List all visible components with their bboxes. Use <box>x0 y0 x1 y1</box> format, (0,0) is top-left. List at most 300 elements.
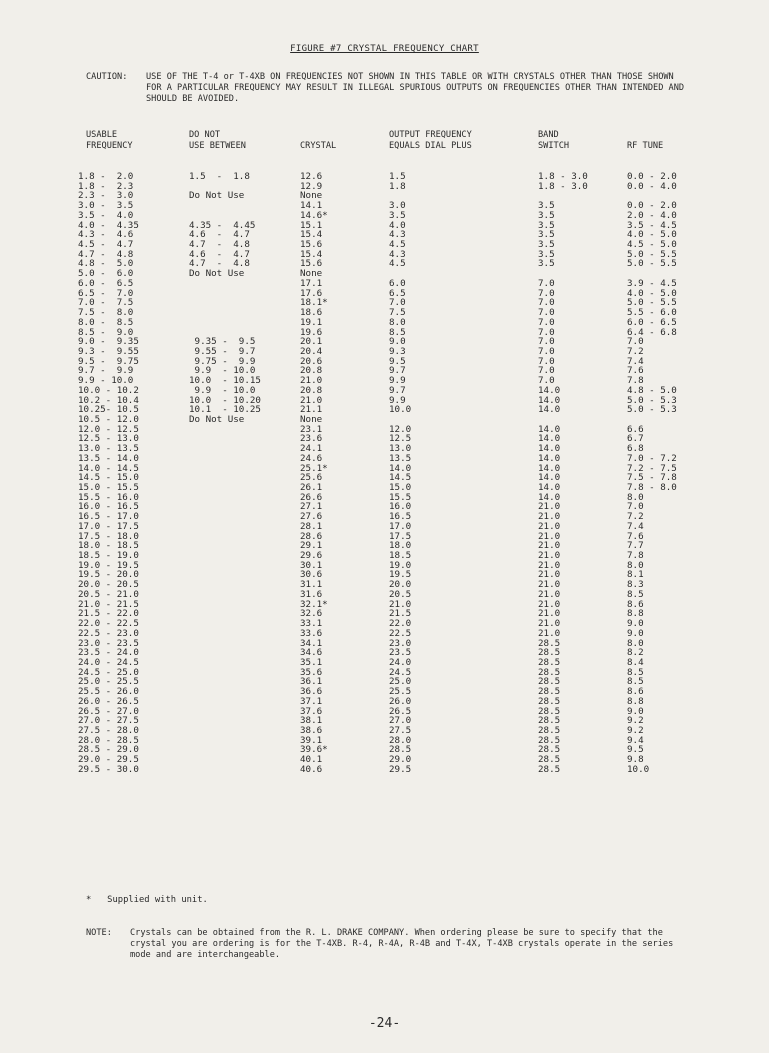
cell-rf-tune: 7.2 <box>627 511 644 523</box>
cell-output-frequency: 16.5 <box>389 511 412 523</box>
cell-usable-frequency: 7.5 - 8.0 <box>78 307 134 319</box>
cell-rf-tune: 9.2 <box>627 724 644 736</box>
cell-band-switch: 3.5 <box>538 229 555 241</box>
cell-crystal: 27.1 <box>300 501 323 513</box>
cell-crystal: 33.6 <box>300 627 323 639</box>
cell-usable-frequency: 4.7 - 4.8 <box>78 248 134 260</box>
cell-rf-tune: 7.2 <box>627 345 644 357</box>
cell-band-switch: 7.0 <box>538 316 555 328</box>
cell-rf-tune: 8.6 <box>627 686 644 698</box>
cell-usable-frequency: 18.5 - 19.0 <box>78 550 139 562</box>
cell-usable-frequency: 28.5 - 29.0 <box>78 744 139 756</box>
cell-rf-tune: 8.6 <box>627 598 644 610</box>
cell-band-switch: 28.5 <box>538 686 561 698</box>
cell-output-frequency: 22.5 <box>389 627 412 639</box>
cell-output-frequency: 8.0 <box>389 316 406 328</box>
cell-output-frequency: 27.5 <box>389 724 412 736</box>
cell-crystal: 29.6 <box>300 550 323 562</box>
cell-crystal: 31.6 <box>300 588 323 600</box>
cell-band-switch: 28.5 <box>538 637 561 649</box>
cell-rf-tune: 7.6 <box>627 365 644 377</box>
cell-band-switch: 3.5 <box>538 248 555 260</box>
cell-output-frequency: 26.0 <box>389 695 412 707</box>
cell-crystal: 15.4 <box>300 248 323 260</box>
cell-output-frequency: 18.0 <box>389 540 412 552</box>
cell-rf-tune: 7.0 - 7.2 <box>627 452 677 464</box>
cell-output-frequency: 14.0 <box>389 462 412 474</box>
cell-band-switch: 21.0 <box>538 627 561 639</box>
cell-rf-tune: 5.0 - 5.5 <box>627 297 677 309</box>
cell-crystal: 39.6* <box>300 744 328 756</box>
cell-band-switch: 7.0 <box>538 297 555 309</box>
cell-usable-frequency: 2.3 - 3.0 <box>78 190 134 202</box>
cell-usable-frequency: 14.5 - 15.0 <box>78 472 139 484</box>
cell-crystal: 28.6 <box>300 530 323 542</box>
cell-usable-frequency: 26.0 - 26.5 <box>78 695 139 707</box>
cell-crystal: 36.1 <box>300 676 323 688</box>
cell-output-frequency: 13.5 <box>389 452 412 464</box>
cell-band-switch: 28.5 <box>538 647 561 659</box>
cell-crystal: 24.6 <box>300 452 323 464</box>
cell-rf-tune: 8.1 <box>627 569 644 581</box>
cell-crystal: None <box>300 268 323 280</box>
cell-usable-frequency: 14.0 - 14.5 <box>78 462 139 474</box>
cell-rf-tune: 7.6 <box>627 530 644 542</box>
cell-rf-tune: 6.7 <box>627 433 644 445</box>
cell-band-switch: 14.0 <box>538 452 561 464</box>
cell-rf-tune: 9.4 <box>627 734 644 746</box>
cell-crystal: 25.1* <box>300 462 328 474</box>
cell-output-frequency: 10.0 <box>389 404 412 416</box>
cell-output-frequency: 22.0 <box>389 618 412 630</box>
cell-band-switch: 3.5 <box>538 200 555 212</box>
cell-crystal: 20.1 <box>300 336 323 348</box>
cell-band-switch: 1.8 - 3.0 <box>538 171 588 182</box>
cell-band-switch: 21.0 <box>538 559 561 571</box>
cell-output-frequency: 18.5 <box>389 550 412 562</box>
cell-rf-tune: 5.0 - 5.5 <box>627 258 677 270</box>
cell-band-switch: 28.5 <box>538 734 561 746</box>
header-crystal: CRYSTAL <box>300 141 337 151</box>
cell-band-switch: 21.0 <box>538 540 561 552</box>
cell-band-switch: 28.5 <box>538 754 561 766</box>
cell-usable-frequency: 29.5 - 30.0 <box>78 763 139 775</box>
cell-crystal: 20.6 <box>300 355 323 367</box>
cell-do-not-use: 10.1 - 10.25 <box>189 404 261 416</box>
cell-rf-tune: 7.8 <box>627 550 644 562</box>
cell-usable-frequency: 26.5 - 27.0 <box>78 705 139 717</box>
cell-usable-frequency: 22.0 - 22.5 <box>78 618 139 630</box>
cell-band-switch: 7.0 <box>538 287 555 299</box>
cell-usable-frequency: 21.0 - 21.5 <box>78 598 139 610</box>
cell-output-frequency: 12.0 <box>389 423 412 435</box>
cell-crystal: 14.6* <box>300 209 328 221</box>
cell-output-frequency: 21.0 <box>389 598 412 610</box>
cell-rf-tune: 9.8 <box>627 754 644 766</box>
cell-band-switch: 14.0 <box>538 433 561 445</box>
cell-rf-tune: 7.8 <box>627 375 644 387</box>
cell-usable-frequency: 21.5 - 22.0 <box>78 608 139 620</box>
cell-usable-frequency: 1.8 - 2.3 <box>78 180 134 192</box>
cell-crystal: 27.6 <box>300 511 323 523</box>
cell-do-not-use: 9.9 - 10.0 <box>189 365 256 377</box>
cell-crystal: 17.6 <box>300 287 323 299</box>
header-usable-frequency: USABLE FREQUENCY <box>86 130 133 151</box>
cell-band-switch: 7.0 <box>538 345 555 357</box>
cell-usable-frequency: 4.3 - 4.6 <box>78 229 134 241</box>
cell-band-switch: 21.0 <box>538 501 561 513</box>
cell-output-frequency: 15.0 <box>389 482 412 493</box>
cell-output-frequency: 25.0 <box>389 676 412 688</box>
cell-crystal: 32.6 <box>300 608 323 620</box>
cell-rf-tune: 4.5 - 5.0 <box>627 239 677 251</box>
cell-rf-tune: 7.4 <box>627 520 644 532</box>
cell-crystal: 21.1 <box>300 404 323 416</box>
cell-output-frequency: 17.0 <box>389 520 412 532</box>
cell-crystal: 38.6 <box>300 724 323 736</box>
cell-usable-frequency: 9.0 - 9.35 <box>78 336 139 348</box>
cell-usable-frequency: 3.5 - 4.0 <box>78 209 134 221</box>
cell-band-switch: 28.5 <box>538 666 561 678</box>
cell-crystal: 15.6 <box>300 258 323 270</box>
cell-usable-frequency: 6.0 - 6.5 <box>78 277 134 289</box>
cell-crystal: 26.6 <box>300 491 323 503</box>
cell-usable-frequency: 17.0 - 17.5 <box>78 520 139 532</box>
cell-crystal: 12.6 <box>300 171 323 182</box>
cell-output-frequency: 4.0 <box>389 219 406 231</box>
cell-usable-frequency: 18.0 - 18.5 <box>78 540 139 552</box>
cell-band-switch: 7.0 <box>538 365 555 377</box>
cell-output-frequency: 1.8 <box>389 180 406 192</box>
cell-output-frequency: 8.5 <box>389 326 406 338</box>
table-row <box>0 765 769 775</box>
cell-rf-tune: 4.8 - 5.0 <box>627 384 677 396</box>
cell-crystal: 40.1 <box>300 754 323 766</box>
cell-crystal: 25.6 <box>300 472 323 484</box>
cell-rf-tune: 8.3 <box>627 579 644 591</box>
note-text: Crystals can be obtained from the R. L. DRAKE COMPANY. When ordering please be sure to specify that the crystal you are ordering is for the T-4XB. R-4, R-4A, R-4B and T-4X, T-4XB crystals operate in the series mode and are interchangeable. <box>130 928 674 960</box>
cell-output-frequency: 12.5 <box>389 433 412 445</box>
cell-crystal: 40.6 <box>300 763 323 775</box>
cell-output-frequency: 15.5 <box>389 491 412 503</box>
cell-usable-frequency: 8.0 - 8.5 <box>78 316 134 328</box>
cell-band-switch: 1.8 - 3.0 <box>538 180 588 192</box>
cell-rf-tune: 9.0 <box>627 705 644 717</box>
cell-band-switch: 14.0 <box>538 472 561 484</box>
crystal-chart-table <box>0 172 769 775</box>
cell-band-switch: 7.0 <box>538 336 555 348</box>
cell-rf-tune: 2.0 - 4.0 <box>627 209 677 221</box>
cell-rf-tune: 7.8 - 8.0 <box>627 482 677 493</box>
cell-output-frequency: 27.0 <box>389 715 412 727</box>
cell-usable-frequency: 29.0 - 29.5 <box>78 754 139 766</box>
cell-usable-frequency: 7.0 - 7.5 <box>78 297 134 309</box>
cell-band-switch: 28.5 <box>538 676 561 688</box>
cell-usable-frequency: 27.5 - 28.0 <box>78 724 139 736</box>
cell-crystal: 35.6 <box>300 666 323 678</box>
cell-usable-frequency: 15.5 - 16.0 <box>78 491 139 503</box>
cell-crystal: 34.1 <box>300 637 323 649</box>
cell-usable-frequency: 16.0 - 16.5 <box>78 501 139 513</box>
cell-band-switch: 7.0 <box>538 307 555 319</box>
cell-rf-tune: 6.0 - 6.5 <box>627 316 677 328</box>
cell-output-frequency: 23.0 <box>389 637 412 649</box>
cell-output-frequency: 9.7 <box>389 365 406 377</box>
cell-do-not-use: 4.6 - 4.7 <box>189 229 250 241</box>
page-title: FIGURE #7 CRYSTAL FREQUENCY CHART <box>290 44 479 54</box>
cell-usable-frequency: 24.5 - 25.0 <box>78 666 139 678</box>
cell-band-switch: 3.5 <box>538 258 555 270</box>
note-label: NOTE: <box>86 928 112 938</box>
cell-do-not-use: 10.0 - 10.15 <box>189 375 261 387</box>
cell-rf-tune: 8.4 <box>627 656 644 668</box>
cell-band-switch: 21.0 <box>538 598 561 610</box>
cell-output-frequency: 6.5 <box>389 287 406 299</box>
cell-band-switch: 28.5 <box>538 724 561 736</box>
cell-crystal: 18.6 <box>300 307 323 319</box>
cell-band-switch: 28.5 <box>538 763 561 775</box>
cell-band-switch: 28.5 <box>538 705 561 717</box>
cell-rf-tune: 7.0 <box>627 336 644 348</box>
cell-usable-frequency: 10.2 - 10.4 <box>78 394 139 406</box>
cell-crystal: 21.0 <box>300 394 323 406</box>
page-number: -24- <box>368 1016 401 1031</box>
cell-output-frequency: 20.0 <box>389 579 412 591</box>
cell-band-switch: 21.0 <box>538 530 561 542</box>
cell-usable-frequency: 15.0 - 15.5 <box>78 482 139 493</box>
cell-crystal: 28.1 <box>300 520 323 532</box>
cell-output-frequency: 9.0 <box>389 336 406 348</box>
cell-crystal: 15.1 <box>300 219 323 231</box>
cell-output-frequency: 9.7 <box>389 384 406 396</box>
cell-usable-frequency: 4.0 - 4.35 <box>78 219 139 231</box>
cell-output-frequency: 7.5 <box>389 307 406 319</box>
cell-band-switch: 3.5 <box>538 239 555 251</box>
cell-crystal: 23.1 <box>300 423 323 435</box>
cell-rf-tune: 0.0 - 4.0 <box>627 180 677 192</box>
cell-rf-tune: 4.0 - 5.0 <box>627 229 677 241</box>
cell-rf-tune: 9.5 <box>627 744 644 756</box>
cell-rf-tune: 8.5 <box>627 588 644 600</box>
cell-do-not-use: Do Not Use <box>189 190 245 202</box>
cell-output-frequency: 23.5 <box>389 647 412 659</box>
cell-usable-frequency: 20.5 - 21.0 <box>78 588 139 600</box>
cell-output-frequency: 4.3 <box>389 229 406 241</box>
cell-band-switch: 3.5 <box>538 219 555 231</box>
cell-do-not-use: 9.55 - 9.7 <box>189 345 256 357</box>
cell-band-switch: 7.0 <box>538 326 555 338</box>
cell-rf-tune: 7.5 - 7.8 <box>627 472 677 484</box>
cell-do-not-use: 9.35 - 9.5 <box>189 336 256 348</box>
cell-usable-frequency: 25.0 - 25.5 <box>78 676 139 688</box>
cell-usable-frequency: 10.5 - 12.0 <box>78 413 139 425</box>
header-do-not-use-between: DO NOT USE BETWEEN <box>189 130 246 151</box>
cell-usable-frequency: 28.0 - 28.5 <box>78 734 139 746</box>
cell-usable-frequency: 17.5 - 18.0 <box>78 530 139 542</box>
cell-usable-frequency: 10.0 - 10.2 <box>78 384 139 396</box>
cell-band-switch: 21.0 <box>538 618 561 630</box>
cell-band-switch: 14.0 <box>538 394 561 406</box>
cell-rf-tune: 8.8 <box>627 608 644 620</box>
cell-do-not-use: 9.75 - 9.9 <box>189 355 256 367</box>
cell-output-frequency: 4.5 <box>389 258 406 270</box>
cell-rf-tune: 5.5 - 6.0 <box>627 307 677 319</box>
cell-rf-tune: 6.4 - 6.8 <box>627 326 677 338</box>
cell-output-frequency: 25.5 <box>389 686 412 698</box>
cell-crystal: 26.1 <box>300 482 323 493</box>
cell-usable-frequency: 23.0 - 23.5 <box>78 637 139 649</box>
cell-usable-frequency: 9.7 - 9.9 <box>78 365 134 377</box>
cell-output-frequency: 13.0 <box>389 443 412 455</box>
cell-crystal: 15.6 <box>300 239 323 251</box>
cell-band-switch: 21.0 <box>538 520 561 532</box>
cell-crystal: 33.1 <box>300 618 323 630</box>
cell-output-frequency: 1.5 <box>389 171 406 182</box>
cell-crystal: 23.6 <box>300 433 323 445</box>
cell-usable-frequency: 19.5 - 20.0 <box>78 569 139 581</box>
cell-band-switch: 14.0 <box>538 462 561 474</box>
cell-band-switch: 14.0 <box>538 404 561 416</box>
cell-band-switch: 28.5 <box>538 695 561 707</box>
caution-text: USE OF THE T-4 or T-4XB ON FREQUENCIES NOT SHOWN IN THIS TABLE OR WITH CRYSTALS OTHER THAN THOSE SHOWN FOR A PARTICULAR FREQUENCY MAY RESULT IN ILLEGAL SPURIOUS OUTPUTS ON FREQUENCIES OTHER THAN INTENDED AND SHOULD BE AVOIDED. <box>146 72 685 104</box>
cell-crystal: 39.1 <box>300 734 323 746</box>
cell-crystal: 37.6 <box>300 705 323 717</box>
cell-rf-tune: 8.0 <box>627 491 644 503</box>
cell-rf-tune: 3.9 - 4.5 <box>627 277 677 289</box>
cell-do-not-use: 1.5 - 1.8 <box>189 171 250 182</box>
cell-rf-tune: 0.0 - 2.0 <box>627 200 677 212</box>
cell-band-switch: 7.0 <box>538 355 555 367</box>
cell-rf-tune: 7.4 <box>627 355 644 367</box>
cell-output-frequency: 29.5 <box>389 763 412 775</box>
cell-do-not-use: 9.9 - 10.0 <box>189 384 256 396</box>
cell-band-switch: 7.0 <box>538 375 555 387</box>
cell-rf-tune: 9.2 <box>627 715 644 727</box>
cell-rf-tune: 8.8 <box>627 695 644 707</box>
cell-usable-frequency: 6.5 - 7.0 <box>78 287 134 299</box>
cell-crystal: 20.8 <box>300 384 323 396</box>
cell-usable-frequency: 9.5 - 9.75 <box>78 355 139 367</box>
cell-output-frequency: 9.3 <box>389 345 406 357</box>
cell-rf-tune: 7.7 <box>627 540 644 552</box>
cell-output-frequency: 17.5 <box>389 530 412 542</box>
cell-crystal: None <box>300 413 323 425</box>
cell-output-frequency: 14.5 <box>389 472 412 484</box>
cell-crystal: 20.4 <box>300 345 323 357</box>
cell-crystal: 35.1 <box>300 656 323 668</box>
cell-crystal: 21.0 <box>300 375 323 387</box>
cell-crystal: 32.1* <box>300 598 328 610</box>
cell-band-switch: 14.0 <box>538 423 561 435</box>
header-band-switch: BAND SWITCH <box>538 130 570 151</box>
cell-band-switch: 21.0 <box>538 608 561 620</box>
cell-output-frequency: 4.5 <box>389 239 406 251</box>
cell-output-frequency: 9.9 <box>389 375 406 387</box>
cell-usable-frequency: 4.5 - 4.7 <box>78 239 134 251</box>
cell-usable-frequency: 1.8 - 2.0 <box>78 171 134 182</box>
cell-crystal: 15.4 <box>300 229 323 241</box>
cell-do-not-use: Do Not Use <box>189 268 245 280</box>
cell-output-frequency: 24.0 <box>389 656 412 668</box>
cell-output-frequency: 24.5 <box>389 666 412 678</box>
cell-usable-frequency: 10.25- 10.5 <box>78 404 139 416</box>
cell-rf-tune: 10.0 <box>627 763 650 775</box>
cell-usable-frequency: 20.0 - 20.5 <box>78 579 139 591</box>
cell-crystal: 14.1 <box>300 200 323 212</box>
cell-rf-tune: 8.2 <box>627 647 644 659</box>
cell-usable-frequency: 12.0 - 12.5 <box>78 423 139 435</box>
cell-band-switch: 21.0 <box>538 588 561 600</box>
cell-band-switch: 28.5 <box>538 744 561 756</box>
cell-band-switch: 21.0 <box>538 550 561 562</box>
cell-do-not-use: Do Not Use <box>189 413 245 425</box>
cell-output-frequency: 6.0 <box>389 277 406 289</box>
cell-do-not-use: 4.35 - 4.45 <box>189 219 256 231</box>
cell-output-frequency: 3.0 <box>389 200 406 212</box>
caution-label: CAUTION: <box>86 72 128 82</box>
cell-output-frequency: 26.5 <box>389 705 412 717</box>
cell-band-switch: 28.5 <box>538 715 561 727</box>
cell-output-frequency: 9.5 <box>389 355 406 367</box>
cell-crystal: 12.9 <box>300 180 323 192</box>
cell-usable-frequency: 13.0 - 13.5 <box>78 443 139 455</box>
cell-rf-tune: 5.0 - 5.5 <box>627 248 677 260</box>
cell-band-switch: 14.0 <box>538 384 561 396</box>
cell-usable-frequency: 19.0 - 19.5 <box>78 559 139 571</box>
cell-usable-frequency: 16.5 - 17.0 <box>78 511 139 523</box>
cell-output-frequency: 28.5 <box>389 744 412 756</box>
cell-band-switch: 21.0 <box>538 569 561 581</box>
cell-output-frequency: 21.5 <box>389 608 412 620</box>
header-rf-tune: RF TUNE <box>627 141 664 151</box>
cell-band-switch: 7.0 <box>538 277 555 289</box>
cell-usable-frequency: 25.5 - 26.0 <box>78 686 139 698</box>
cell-crystal: 20.8 <box>300 365 323 377</box>
footnote: * Supplied with unit. <box>86 895 208 905</box>
cell-crystal: 19.6 <box>300 326 323 338</box>
cell-crystal: 37.1 <box>300 695 323 707</box>
cell-usable-frequency: 13.5 - 14.0 <box>78 452 139 464</box>
cell-crystal: 31.1 <box>300 579 323 591</box>
cell-output-frequency: 20.5 <box>389 588 412 600</box>
cell-do-not-use: 10.0 - 10.20 <box>189 394 261 406</box>
cell-crystal: 24.1 <box>300 443 323 455</box>
cell-usable-frequency: 9.3 - 9.55 <box>78 345 139 357</box>
cell-output-frequency: 28.0 <box>389 734 412 746</box>
cell-rf-tune: 8.5 <box>627 666 644 678</box>
cell-output-frequency: 19.0 <box>389 559 412 571</box>
cell-rf-tune: 5.0 - 5.3 <box>627 394 677 406</box>
cell-rf-tune: 8.5 <box>627 676 644 688</box>
cell-rf-tune: 6.6 <box>627 423 644 435</box>
cell-rf-tune: 4.0 - 5.0 <box>627 287 677 299</box>
cell-output-frequency: 16.0 <box>389 501 412 513</box>
cell-crystal: 36.6 <box>300 686 323 698</box>
cell-usable-frequency: 5.0 - 6.0 <box>78 268 134 280</box>
cell-crystal: 29.1 <box>300 540 323 552</box>
cell-usable-frequency: 22.5 - 23.0 <box>78 627 139 639</box>
header-output-frequency: OUTPUT FREQUENCY EQUALS DIAL PLUS <box>389 130 472 151</box>
cell-crystal: 30.6 <box>300 569 323 581</box>
cell-band-switch: 21.0 <box>538 579 561 591</box>
cell-rf-tune: 8.0 <box>627 559 644 571</box>
cell-do-not-use: 4.6 - 4.7 <box>189 248 250 260</box>
cell-crystal: 34.6 <box>300 647 323 659</box>
cell-output-frequency: 7.0 <box>389 297 406 309</box>
cell-do-not-use: 4.7 - 4.8 <box>189 239 250 251</box>
cell-rf-tune: 3.5 - 4.5 <box>627 219 677 231</box>
cell-rf-tune: 9.0 <box>627 618 644 630</box>
